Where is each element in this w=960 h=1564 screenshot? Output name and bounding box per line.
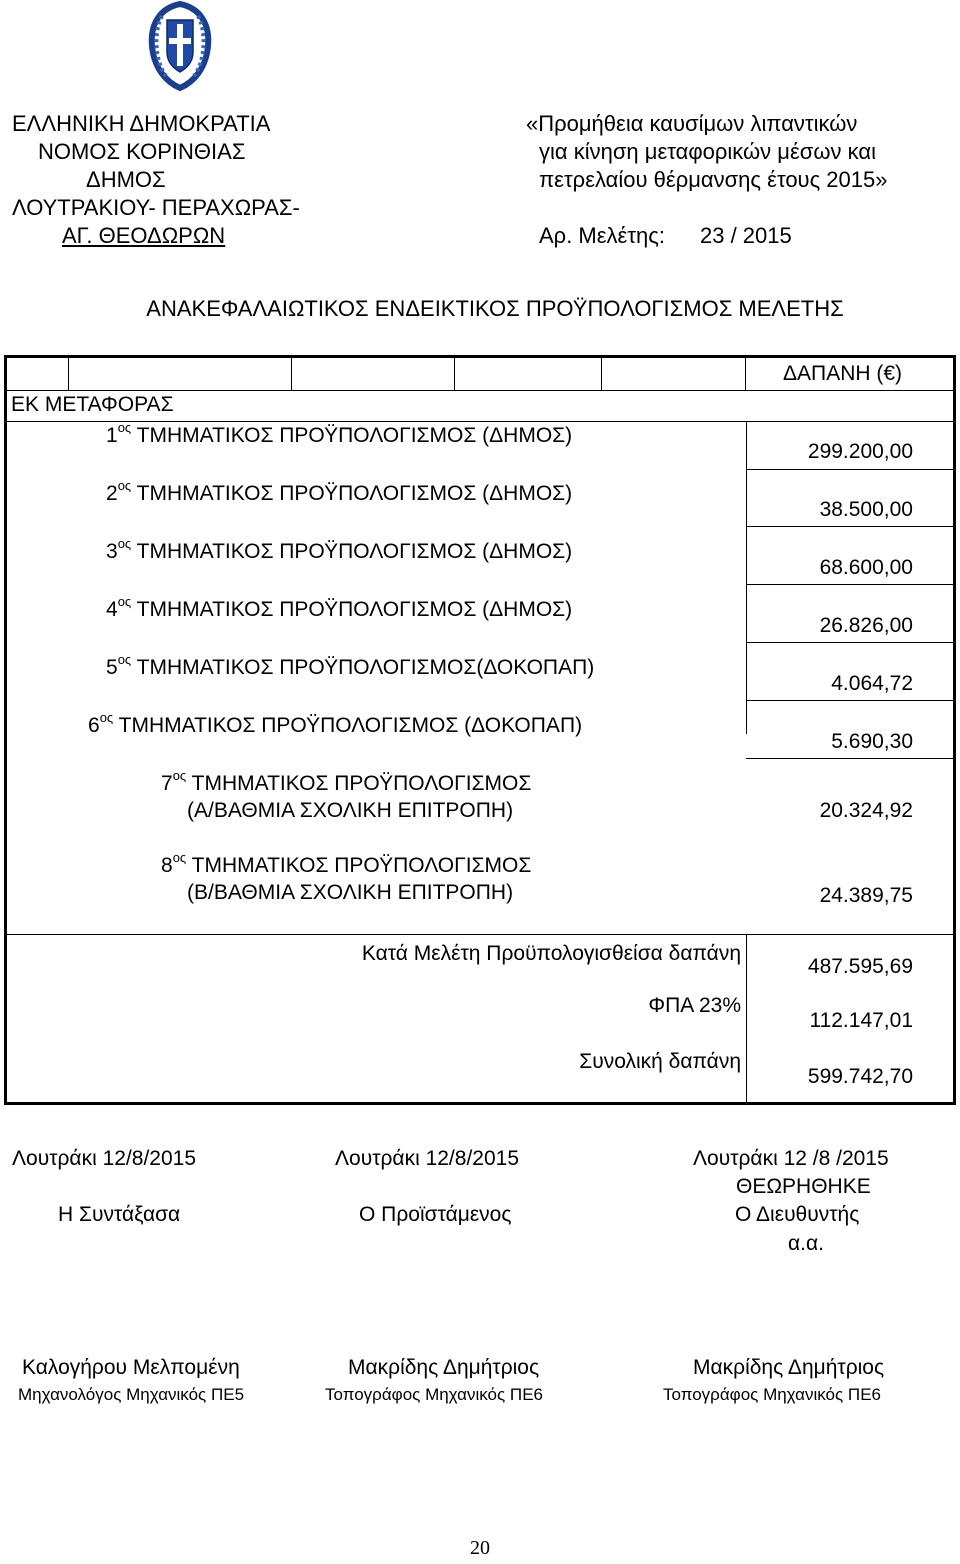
row-divider [7,934,953,935]
budget-row-4-label: $4^{o\varsigma}$ ΤΜΗΜΑΤΙΚΟΣ ΠΡΟΫΠΟΛΟΓΙΣΜΟΣ (ΔΗΜΟΣ) [106,594,573,621]
study-number: 23 / 2015 [700,223,792,248]
empty-cell [69,358,292,390]
document-title: ΑΝΑΚΕΦΑΛΑΙΩΤΙΚΟΣ ΕΝΔΕΙΚΤΙΚΟΣ ΠΡΟΫΠΟΛΟΓΙΣΜΟΣ ΜΕΛΕΤΗΣ [146,296,844,321]
empty-cell [602,358,746,390]
budget-row-5-label: $5^{o\varsigma}$ ΤΜΗΜΑΤΙΚΟΣ ΠΡΟΫΠΟΛΟΓΙΣΜΟΣ(ΔΟΚΟΠΑΠ) [106,652,595,679]
signature-1-place-date: Λουτράκι 12/8/2015 [12,1147,196,1170]
amount-column-header: ΔΑΠΑΝΗ (€) [783,362,903,385]
row-divider [746,758,953,759]
carry-over-label: ΕΚ ΜΕΤΑΦΟΡΑΣ [11,393,174,416]
budget-row-1-label: $1^{o\varsigma}$ ΤΜΗΜΑΤΙΚΟΣ ΠΡΟΫΠΟΛΟΓΙΣΜΟΣ (ΔΗΜΟΣ) [106,420,573,447]
budget-row-7-label: $7^{o\varsigma}$ ΤΜΗΜΑΤΙΚΟΣ ΠΡΟΫΠΟΛΟΓΙΣΜΟΣ [161,768,532,795]
empty-cell [7,358,69,390]
row-divider [746,526,953,527]
signature-1-name: Καλογήρου Μελπομένη [22,1356,240,1379]
signature-3-name: Μακρίδης Δημήτριος [693,1356,885,1379]
budget-row-3-amount: 68.600,00 [819,556,913,579]
column-divider [746,934,747,1102]
budget-row-6-amount: 5.690,30 [831,730,913,753]
row-divider [746,469,953,470]
column-divider [746,421,747,734]
row-divider [746,642,953,643]
header-municipality-name-2: ΑΓ. ΘΕΟΔΩΡΩΝ [62,223,226,248]
empty-cell [292,358,455,390]
budget-row-4-amount: 26.826,00 [819,614,913,637]
budget-summary-table [4,355,956,1105]
budget-row-2-amount: 38.500,00 [819,498,913,521]
row-divider [7,390,953,391]
study-number-label: Αρ. Μελέτης: [539,223,665,248]
page-number: 20 [470,1537,490,1559]
study-cost-amount: 487.595,69 [807,955,913,978]
budget-row-8-label: $8^{o\varsigma}$ ΤΜΗΜΑΤΙΚΟΣ ΠΡΟΫΠΟΛΟΓΙΣΜΟΣ [161,850,532,877]
signature-3-endorsed: ΘΕΩΡΗΘΗΚΕ [736,1175,871,1198]
header-municipality: ΔΗΜΟΣ [86,167,166,192]
signature-1-title: Μηχανολόγος Μηχανικός ΠΕ5 [18,1385,245,1404]
study-cost-label: Κατά Μελέτη Προϋπολογισθείσα δαπάνη [361,942,741,965]
row-divider [7,421,953,422]
signature-3-role: Ο Διευθυντής [735,1203,860,1226]
budget-row-7-label-2: (Α/ΒΑΘΜΙΑ ΣΧΟΛΙΚΗ ΕΠΙΤΡΟΠΗ) [187,799,514,822]
project-title-line-2: για κίνηση μεταφορικών μέσων και [539,139,876,164]
budget-row-7-amount: 20.324,92 [819,799,913,822]
total-cost-amount: 599.742,70 [807,1065,913,1088]
total-cost-label: Συνολική δαπάνη [579,1050,741,1073]
budget-row-1-amount: 299.200,00 [807,440,913,463]
row-divider [746,700,953,701]
budget-row-2-label: $2^{o\varsigma}$ ΤΜΗΜΑΤΙΚΟΣ ΠΡΟΫΠΟΛΟΓΙΣΜΟΣ (ΔΗΜΟΣ) [106,478,573,505]
budget-row-8-amount: 24.389,75 [819,884,913,907]
signature-3-place-date: Λουτράκι 12 /8 /2015 [693,1147,889,1170]
budget-row-6-label: $6^{o\varsigma}$ ΤΜΗΜΑΤΙΚΟΣ ΠΡΟΫΠΟΛΟΓΙΣΜΟΣ (ΔΟΚΟΠΑΠ) [88,710,583,737]
signature-2-title: Τοπογράφος Μηχανικός ΠΕ6 [325,1385,543,1404]
signature-2-place-date: Λουτράκι 12/8/2015 [335,1147,519,1170]
budget-row-8-label-2: (Β/ΒΑΘΜΙΑ ΣΧΟΛΙΚΗ ΕΠΙΤΡΟΠΗ) [187,881,514,904]
vat-label: ΦΠΑ 23% [648,994,741,1017]
header-municipality-name: ΛΟΥΤΡΑΚΙΟΥ- ΠΕΡΑΧΩΡΑΣ- [12,195,300,220]
project-title-line-3: πετρελαίου θέρμανσης έτους 2015» [539,167,888,192]
greek-coat-of-arms-icon [140,0,220,92]
signature-1-role: Η Συντάξασα [58,1203,181,1226]
vat-amount: 112.147,01 [809,1009,913,1032]
signature-2-role: Ο Προϊστάμενος [359,1203,512,1226]
signature-3-title: Τοπογράφος Μηχανικός ΠΕ6 [663,1385,881,1404]
project-title-line-1: «Προμήθεια καυσίμων λιπαντικών [526,111,858,136]
header-country: ΕΛΛΗΝΙΚΗ ΔΗΜΟΚΡΑΤΙΑ [12,111,271,136]
header-prefecture: ΝΟΜΟΣ ΚΟΡΙΝΘΙΑΣ [38,139,246,164]
signature-2-name: Μακρίδης Δημήτριος [348,1356,540,1379]
signature-3-deputy-note: α.α. [788,1232,824,1255]
empty-cell [455,358,602,390]
row-divider [746,584,953,585]
budget-row-5-amount: 4.064,72 [831,672,913,695]
budget-row-3-label: $3^{o\varsigma}$ ΤΜΗΜΑΤΙΚΟΣ ΠΡΟΫΠΟΛΟΓΙΣΜΟΣ (ΔΗΜΟΣ) [106,536,573,563]
